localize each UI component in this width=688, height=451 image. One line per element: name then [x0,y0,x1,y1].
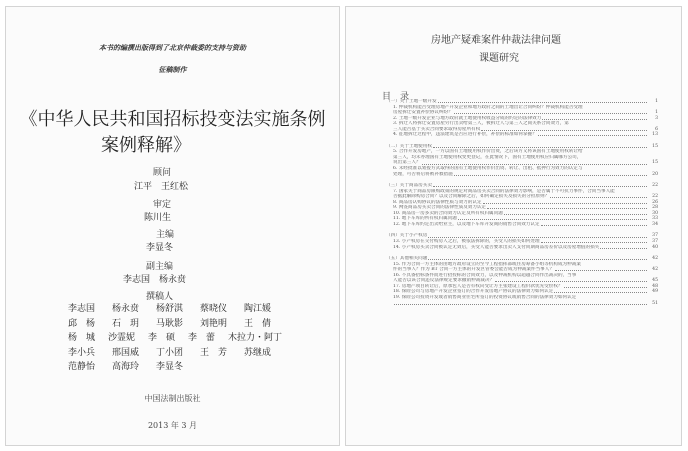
toc-page-number: 42 [652,256,658,262]
compiler-name: 杨舒淇 [156,304,184,314]
compilers-row [68,346,288,361]
toc-page-number: 45 [652,278,658,284]
toc-leader-dots [555,270,647,271]
toc-entry-text: 件的当事人？作为 BT 合同一方主体的开发区管委会能否成为仲裁案件当事人？ [393,267,554,273]
toc-entry-text: （三）关于商品房买卖 [386,183,432,189]
report-title-line-2: 课题研究 [479,53,519,64]
toc-page-number: 49 [652,289,658,295]
compiler-name: 邱 杨 [68,318,96,329]
compiler-name: 蔡晓仪 [200,304,228,314]
compiler-name: 范静怡 [68,362,96,372]
toc-entry-text: 18. 保险公司与房地产开发企业签订的合作开发房地产协议的法律效力如何认定 [393,289,554,295]
toc-leader-dots [554,292,647,293]
compiler-name: 石 玥 [112,318,140,329]
compiler-name: 沙霊妮 [108,333,136,343]
toc-page-number: 37 [652,233,658,239]
reviewer-label: 审定 [153,200,172,210]
toc-entry-text: 说出第三人？ [393,160,421,166]
publisher: 中国法制出版社 [144,394,201,403]
toc-leader-dots [564,287,647,288]
toc-entry-text: 17. 房地产项目转让后，原承包人是否有权向受让方主张建设工程价款优先受偿权？ [393,283,563,289]
compiler-name: 苏继成 [244,347,272,358]
toc-entry-text: 19. 保险公司投资开发或者销售商业住宅所签订的投资协议或销售合同的法律效力如何认定 [393,294,577,300]
toc-entry-text: 第三人，均未办理国有土地使用权变更登记，在此情况下，国有土地使用权应归属哪方公司， [393,154,582,160]
toc-page-number: 20 [652,171,658,177]
toc-page-number: 33 [652,216,658,222]
toc-entry-text: 7. 国家关于商品房限购政策的规定对商品房买卖合同的法律效力影响，是否属于不可抗力事件，合同当事人能 [393,188,615,194]
toc-entry-text: 4. 征地拆迁过程中，违法建筑是否应进行补偿，补偿的标准如何掌握？ [393,132,537,138]
toc-entry-text: 15. 作为合同一方主体的由地方政府设立的至今工程指挥部或住房筹备小组等机构成为仲裁案 [393,261,581,267]
advisors-label: 顾问 [153,168,172,178]
toc-entry-text: 三人能否基于买卖合同要求取得房屋所有权 [393,126,481,132]
toc-leader-dots [538,135,647,136]
compiler-name: 高海玲 [112,362,140,372]
toc-leader-dots [541,225,647,226]
editor-label: 主编 [156,230,175,240]
compilers-row [68,331,288,346]
compiler-name: 李小兵 [68,347,96,358]
toc-entry-text: 8. 商品房认购协议的法律性质与效力的认定 [393,199,482,205]
compiler-name: 丁小团 [156,347,184,358]
toc-leader-dots [600,248,647,249]
compiler-name: 木拉力・阿丁 [228,333,283,343]
toc-leader-dots [433,147,647,148]
toc-entry-text: 13. 小产权房在交付购房人之后，被依法拆除的，买受人的损失如何处理 [393,239,540,245]
toc-leader-dots [454,113,647,114]
toc-leader-dots [454,175,647,176]
toc-entry-text: 12. 地下车库约定出卖给业主，以及地下车库开发商的销售合同效力认定 [393,221,540,227]
compilers-row [68,302,288,317]
toc-page-number: 13 [652,132,658,138]
table-of-contents [386,99,658,306]
toc-leader-dots [433,186,647,187]
compilers-label: 撰稿人 [146,292,174,302]
toc-page-number: 1 [655,99,658,104]
toc-leader-dots [458,219,647,220]
toc-leader-dots [483,203,647,204]
compiler-name: 王 倩 [244,318,272,329]
toc-page-number: 1 [655,110,658,116]
toc-entry-text: 2. 土地一级开发企业与地方政府就土地使用权收益分成的约定的法律效力 [393,115,542,121]
report-title-line-1: 房地产疑难案件仲裁法律问题 [431,35,561,46]
compiler-name: 李志国 [68,304,96,314]
toc-entry-text: 14. 小产权房买卖合同被认定无效后，买受人能否要求出卖人支付同期商品房差价以及房屋增值的损失 [393,244,600,250]
publish-date: 2013 年 3 月 [147,421,198,430]
toc-page-number: 51 [652,300,658,306]
toc-entry-text: 11. 地下车库的所有权归属问题 [393,216,457,222]
toc-entry-text: 房屋拆迁安置补偿协议纠纷？ [393,110,453,116]
toc-heading: 目 录 [382,92,410,102]
toc-leader-dots [394,304,647,305]
toc-leader-dots [428,237,647,238]
toc-leader-dots [422,164,647,165]
toc-leader-dots [504,214,647,215]
compilers-row [68,360,288,375]
compiler-name: 马耿影 [156,318,184,329]
compiler-name: 杨永贲 [112,304,140,314]
toc-entry-text: （五）其他相关问题 [386,256,428,262]
toc-leader-dots [541,242,647,243]
toc-entry-text: 9. 网签商品房买卖合同的法律性质及效力认定 [393,205,487,211]
toc-page-number: 30 [652,210,658,216]
toc-page-number: 34 [652,221,658,227]
toc-entry-text: 6. 未经批准以划拨方式取得的国有土地使用权作价出资、转让、出租、抵押行为效力的认定与 [393,166,583,172]
compiler-name: 邢国威 [112,347,140,358]
compiler-name: 杨 城 [68,333,96,343]
toc-page-number: 15 [652,160,658,166]
toc-entry-text: 否据此解除购房合同？以及合同解除之后，如何确定损失及损失的分担原则？ [393,194,550,200]
book-title-line-1: 《中华人民共和国招标投变法实施条例 [19,109,326,130]
toc-entry-text: 16. 不具备招标条件而进行招投标的合同效力，以及仲裁机构以超越合同作出裁决的，当事 [393,272,577,278]
toc-leader-dots [550,197,647,198]
compiler-name: 陶江媛 [244,304,272,314]
toc-entry-text: 5. 合作开发房地产，一方以国有土地使用权作价出资，之后该方又将该国有土地使用权转让给 [393,149,583,155]
advisors-names: 江平 王红松 [134,182,189,192]
support-notice-2: 征稿制作 [158,65,187,74]
compilers-list [68,302,288,375]
left-page [5,6,340,446]
compiler-name: 刘艳明 [200,318,228,329]
toc-leader-dots [495,281,647,282]
toc-leader-dots [481,130,647,131]
deputy-editor-names: 李志国 杨永贲 [123,275,187,285]
toc-page-number: 40 [652,244,658,250]
compiler-name: 李显冬 [156,362,184,372]
toc-page-number: 22 [652,194,658,200]
compilers-row [68,317,288,332]
toc-page-number: 26 [652,199,658,205]
toc-leader-dots [542,119,647,120]
reviewer-name: 陈川生 [144,213,172,223]
toc-entry-text: 1. 仲裁机构能否受理房地产开发企业和地方政府之间的土地出让合同纠纷？仲裁机构能否受理 [393,104,583,110]
toc-entry-text: 10. 商品房一房多卖的合同效力认定及所有权归属问题 [393,210,503,216]
toc-page-number: 48 [652,283,658,289]
right-page [345,6,682,446]
support-notice: 本书的编撰出版得到了北京仲裁委的支持与资助 [99,43,246,52]
compiler-name: 李 蕾 [188,333,216,343]
toc-page-number: 28 [652,205,658,211]
deputy-editor-label: 副主编 [146,262,174,272]
toc-entry-text: 人能否以该合同违反法律规定要求撤销仲裁裁决？ [393,278,495,284]
toc-entry-text: （四）关于小产权房 [386,233,428,239]
editor-name: 李显冬 [146,243,174,253]
toc-page-number: 37 [652,239,658,245]
book-title-line-2: 案例释解》 [101,135,191,156]
compiler-name: 李 硕 [148,333,176,343]
toc-entry [386,301,658,307]
toc-page-number: 15 [652,143,658,149]
compiler-name: 王 芳 [200,347,228,358]
toc-leader-dots [428,259,647,260]
toc-entry-text: （二）关于土地使用权 [386,143,432,149]
toc-page-number: 42 [652,267,658,273]
toc-leader-dots [487,208,647,209]
toc-page-number: 3 [655,115,658,121]
toc-entry-text: 处理，可否将后将被补救措施 [393,171,453,177]
toc-entry-text: （一）关于土地一级开发 [386,99,437,104]
toc-page-number: 22 [652,183,658,189]
toc-entry-text: 3. 拆迁人将拆迁安置房屋另行出卖给第三人，被拆迁人与第三人之间关系合同效力，第 [393,121,569,127]
toc-leader-dots [438,102,647,103]
toc-page-number: 6 [655,126,658,132]
